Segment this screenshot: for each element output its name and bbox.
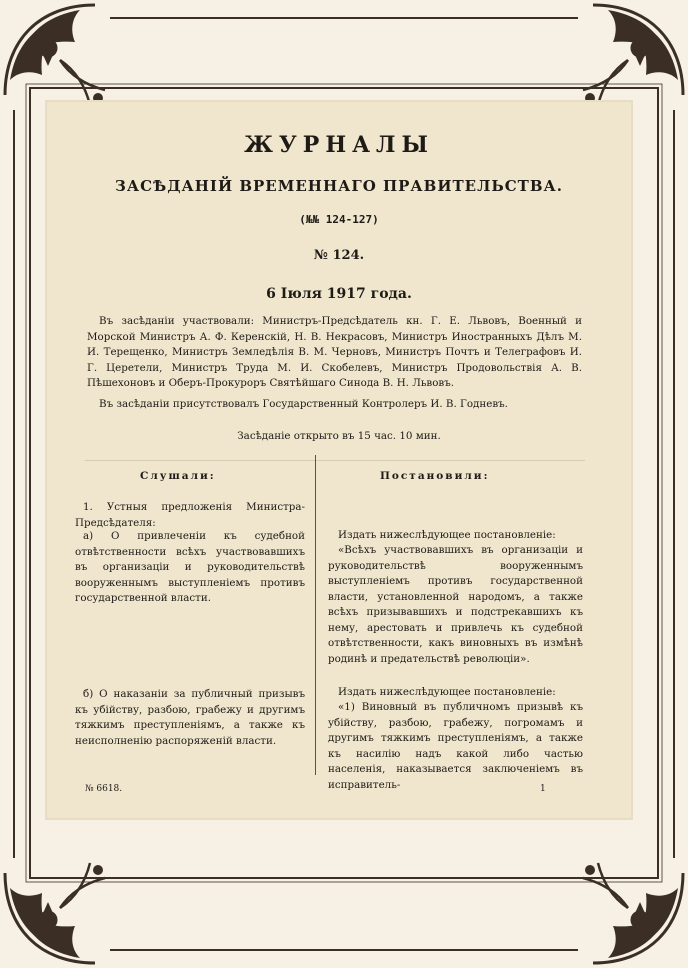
divider-horizontal: [85, 460, 585, 461]
right-item-a-intro: Издать нижеслѣдующее постановленіе:: [338, 529, 556, 541]
fleur-de-lis-corner-icon: [583, 5, 683, 105]
session-opened: Засѣданіе открыто въ 15 час. 10 мин.: [237, 430, 441, 442]
fleur-de-lis-corner-icon: [5, 5, 105, 105]
left-item-1a: а) О привлеченіи къ судебной отвѣтственности всѣхъ участвовавшихъ въ организаціи и руководительствѣ вооруженнымъ выступленіемъ противъ государственной власти.: [75, 530, 305, 604]
document-title: ЖУРНАЛЫ: [244, 132, 434, 158]
page-number: 1: [540, 784, 546, 794]
attendance-controller: Въ засѣданіи присутствовалъ Государственный Контролеръ И. В. Годневъ.: [99, 398, 508, 410]
column-header-heard: Слушали:: [140, 470, 216, 482]
column-divider: [315, 455, 316, 775]
session-date: 6 Іюля 1917 года.: [266, 286, 412, 302]
journal-range: (№№ 124-127): [299, 213, 379, 226]
footer-number: № 6618.: [85, 784, 123, 794]
right-item-b-intro: Издать нижеслѣдующее постановленіе:: [338, 686, 556, 698]
left-item-1: 1. Устныя предложенія Министра-Предсѣдателя:: [75, 501, 305, 529]
attendance-paragraph: Въ засѣданіи участвовали: Министръ-Предсѣдатель кн. Г. Е. Львовъ, Военный и Морской Министръ А. Ф. Керенскій, Н. В. Некрасовъ, Министръ Иностранныхъ Дѣлъ М. И. Терещенко, Министръ Земледѣлія В. М. Черновъ, Министръ Почтъ и Телеграфовъ И. Г. Церетели, Министръ Труда М. И. Скобелевъ, Министръ Продовольствія А. В. Пѣшехоновъ и Оберъ-Прокуроръ Святѣйшаго Синода В. Н. Львовъ.: [87, 315, 582, 389]
journal-number: № 124.: [313, 248, 365, 263]
right-item-a-text: «Всѣхъ участвовавшихъ въ организаціи и руководительствѣ вооруженнымъ выступленіемъ противъ государственной власти, установленной народомъ, а также всѣхъ призывавшихъ и подстрекавшихъ къ нему, арестовать и привлечь къ судебной отвѣтственности, какъ виновныхъ въ измѣнѣ родинѣ и предательствѣ революціи».: [328, 544, 583, 665]
right-item-b-text: «1) Виновный въ публичномъ призывѣ къ убійству, разбою, грабежу, погромамъ и другимъ тяжкимъ преступленіямъ, а также къ насилію надъ какой либо частью населенія, наказывается заключеніемъ въ исправитель-: [328, 701, 583, 791]
column-header-resolved: Постановили:: [380, 470, 490, 482]
document-page: [45, 100, 633, 820]
left-item-1b: б) О наказаніи за публичный призывъ къ убійству, разбою, грабежу и другимъ тяжкимъ преступленіямъ, а также къ неисполненію распоряженій власти.: [75, 688, 305, 747]
document-subtitle: ЗАСѢДАНІЙ ВРЕМЕННАГО ПРАВИТЕЛЬСТВА.: [115, 177, 563, 195]
